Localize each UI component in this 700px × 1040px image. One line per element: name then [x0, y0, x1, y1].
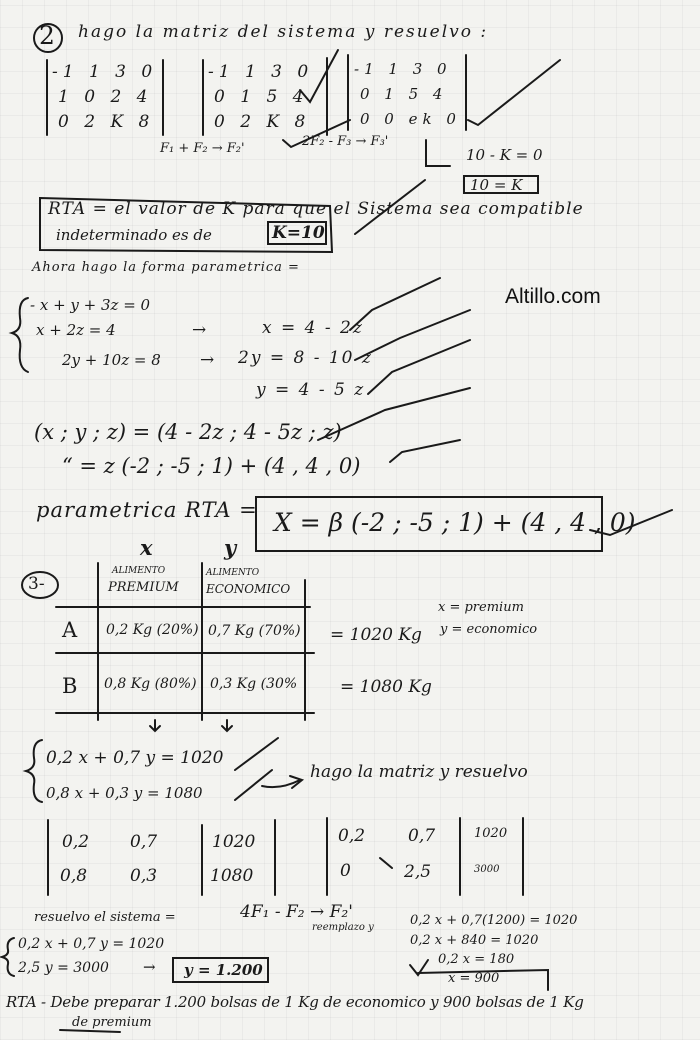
row-operation: 2F₂ - F₃ → F₃' — [302, 134, 389, 149]
result-arrow — [426, 140, 450, 166]
system-brace — [2, 938, 14, 976]
watermark-altillo: Altillo.com — [505, 285, 601, 308]
col1-small: ALIMENTO — [112, 566, 166, 576]
system-eq: 0,2 x + 0,7 y = 1020 — [18, 936, 165, 952]
resuelvo-label: resuelvo el sistema = — [34, 910, 176, 925]
row-operation: F₁ + F₂ → F₂' — [160, 141, 245, 156]
row-label-a: A — [62, 618, 78, 642]
matrix-row: -1 1 3 0 — [208, 62, 314, 82]
cell: 1020 — [212, 832, 256, 852]
arrow-down — [222, 720, 232, 731]
cell: 0,3 Kg (30% — [210, 676, 298, 692]
cell: 0 — [340, 861, 351, 881]
result: y = 4 - 5 z — [256, 380, 366, 400]
cell: 3000 — [474, 864, 500, 875]
col1-header: PREMIUM — [108, 580, 179, 595]
result: 2y = 8 - 10 z — [238, 348, 373, 368]
arrow-to-note — [262, 776, 302, 788]
system-eq: 0,2 x + 0,7 y = 1020 — [46, 748, 224, 768]
ex2-heading: hago la matriz del sistema y resuelvo : — [78, 22, 489, 42]
ex3-number: 3- — [28, 574, 45, 594]
check-mark — [390, 440, 460, 462]
rta-line-1: RTA = el valor de K para que el Sistema sea compatible — [48, 199, 584, 219]
matrix-row: -1 1 3 0 — [52, 62, 158, 82]
system-eq: 2,5 y = 3000 — [18, 960, 109, 976]
matrix-3 — [354, 57, 461, 132]
matrix-row: 0 0 ek 0 — [360, 110, 461, 128]
cell: 0,7 — [408, 826, 436, 846]
result: x = 4 - 2z — [262, 318, 364, 338]
cell: 0,8 Kg (80%) — [104, 676, 197, 692]
matrix-1 — [52, 60, 157, 135]
cell: 1020 — [474, 826, 508, 841]
cell: 0,2 Kg (20%) — [106, 622, 199, 638]
system-eq: 0,8 x + 0,3 y = 1080 — [46, 784, 203, 802]
cell: 0,2 — [338, 826, 366, 846]
reemplazo-label: reemplazo y — [312, 922, 374, 933]
param-answer: X = β (-2 ; -5 ; 1) + (4 , 4 , 0) — [274, 508, 636, 537]
final-answer-cont: de premium — [72, 1015, 152, 1030]
matrix-2 — [208, 60, 313, 135]
row-label-b: B — [62, 674, 78, 698]
cell: 1080 — [210, 866, 254, 886]
ex2-number: 2 — [39, 21, 55, 50]
equation: 10 - K = 0 — [466, 146, 543, 164]
cell: 0,7 Kg (70%) — [208, 623, 301, 639]
col2-header: ECONOMICO — [206, 582, 291, 596]
matrix-row: 1 0 2 4 — [58, 87, 153, 107]
cell: 0,3 — [130, 866, 158, 886]
legend: y = economico — [440, 622, 538, 637]
matrix-row: 0 2 K 8 — [214, 112, 311, 132]
final-answer: RTA - Debe preparar 1.200 bolsas de 1 Kg de economico y 900 bolsas de 1 Kg — [6, 993, 584, 1011]
work-line: 0,2 x = 180 — [438, 952, 515, 967]
arrow: → — [200, 350, 215, 370]
row-operation: 4F₁ - F₂ → F₂' — [240, 902, 353, 922]
system-brace — [12, 298, 28, 372]
vector-eq: (x ; y ; z) = (4 - 2z ; 4 - 5z ; z) — [34, 420, 342, 444]
cell: 0,8 — [60, 866, 88, 886]
param-label: parametrica RTA = — [36, 498, 258, 522]
matrix-row: 0 2 K 8 — [58, 112, 155, 132]
cell: 0,7 — [130, 832, 158, 852]
arrow: → — [143, 958, 156, 976]
equation: 10 = K — [470, 176, 523, 194]
arrow-down — [150, 720, 160, 731]
cell: 2,5 — [404, 862, 432, 882]
y-answer: y = 1.200 — [184, 961, 263, 979]
param-intro: Ahora hago la forma parametrica = — [32, 260, 300, 275]
rta-k-value: K=10 — [272, 223, 325, 243]
rta-stroke — [60, 1030, 120, 1032]
check-mark — [235, 770, 272, 800]
check-mark — [468, 60, 560, 125]
vector-eq: “ = z (-2 ; -5 ; 1) + (4 , 4 , 0) — [62, 454, 361, 478]
check-mark — [380, 858, 392, 868]
arrow: → — [192, 320, 207, 340]
var-x: x — [140, 535, 153, 560]
var-y: y — [224, 535, 237, 560]
system-eq: - x + y + 3z = 0 — [30, 296, 151, 314]
x-answer: x = 900 — [448, 971, 500, 986]
cell: 0,2 — [62, 832, 90, 852]
matrix-row: 0 1 5 4 — [214, 87, 309, 107]
legend: x = premium — [438, 600, 524, 615]
matrix-row: -1 1 3 0 — [354, 60, 452, 78]
matrix-row: 0 1 5 4 — [360, 85, 448, 103]
work-line: 0,2 x + 0,7(1200) = 1020 — [410, 913, 578, 928]
system-eq: x + 2z = 4 — [36, 321, 116, 339]
check-mark — [368, 340, 470, 394]
system-eq: 2y + 10z = 8 — [62, 351, 161, 369]
col2-small: ALIMENTO — [206, 568, 260, 578]
row-total: = 1020 Kg — [330, 625, 422, 645]
system-brace — [26, 740, 42, 802]
note: hago la matriz y resuelvo — [310, 762, 528, 782]
work-line: 0,2 x + 840 = 1020 — [410, 933, 539, 948]
rta-line-2: indeterminado es de — [56, 226, 212, 244]
check-mark — [235, 738, 278, 770]
row-total: = 1080 Kg — [340, 677, 432, 697]
